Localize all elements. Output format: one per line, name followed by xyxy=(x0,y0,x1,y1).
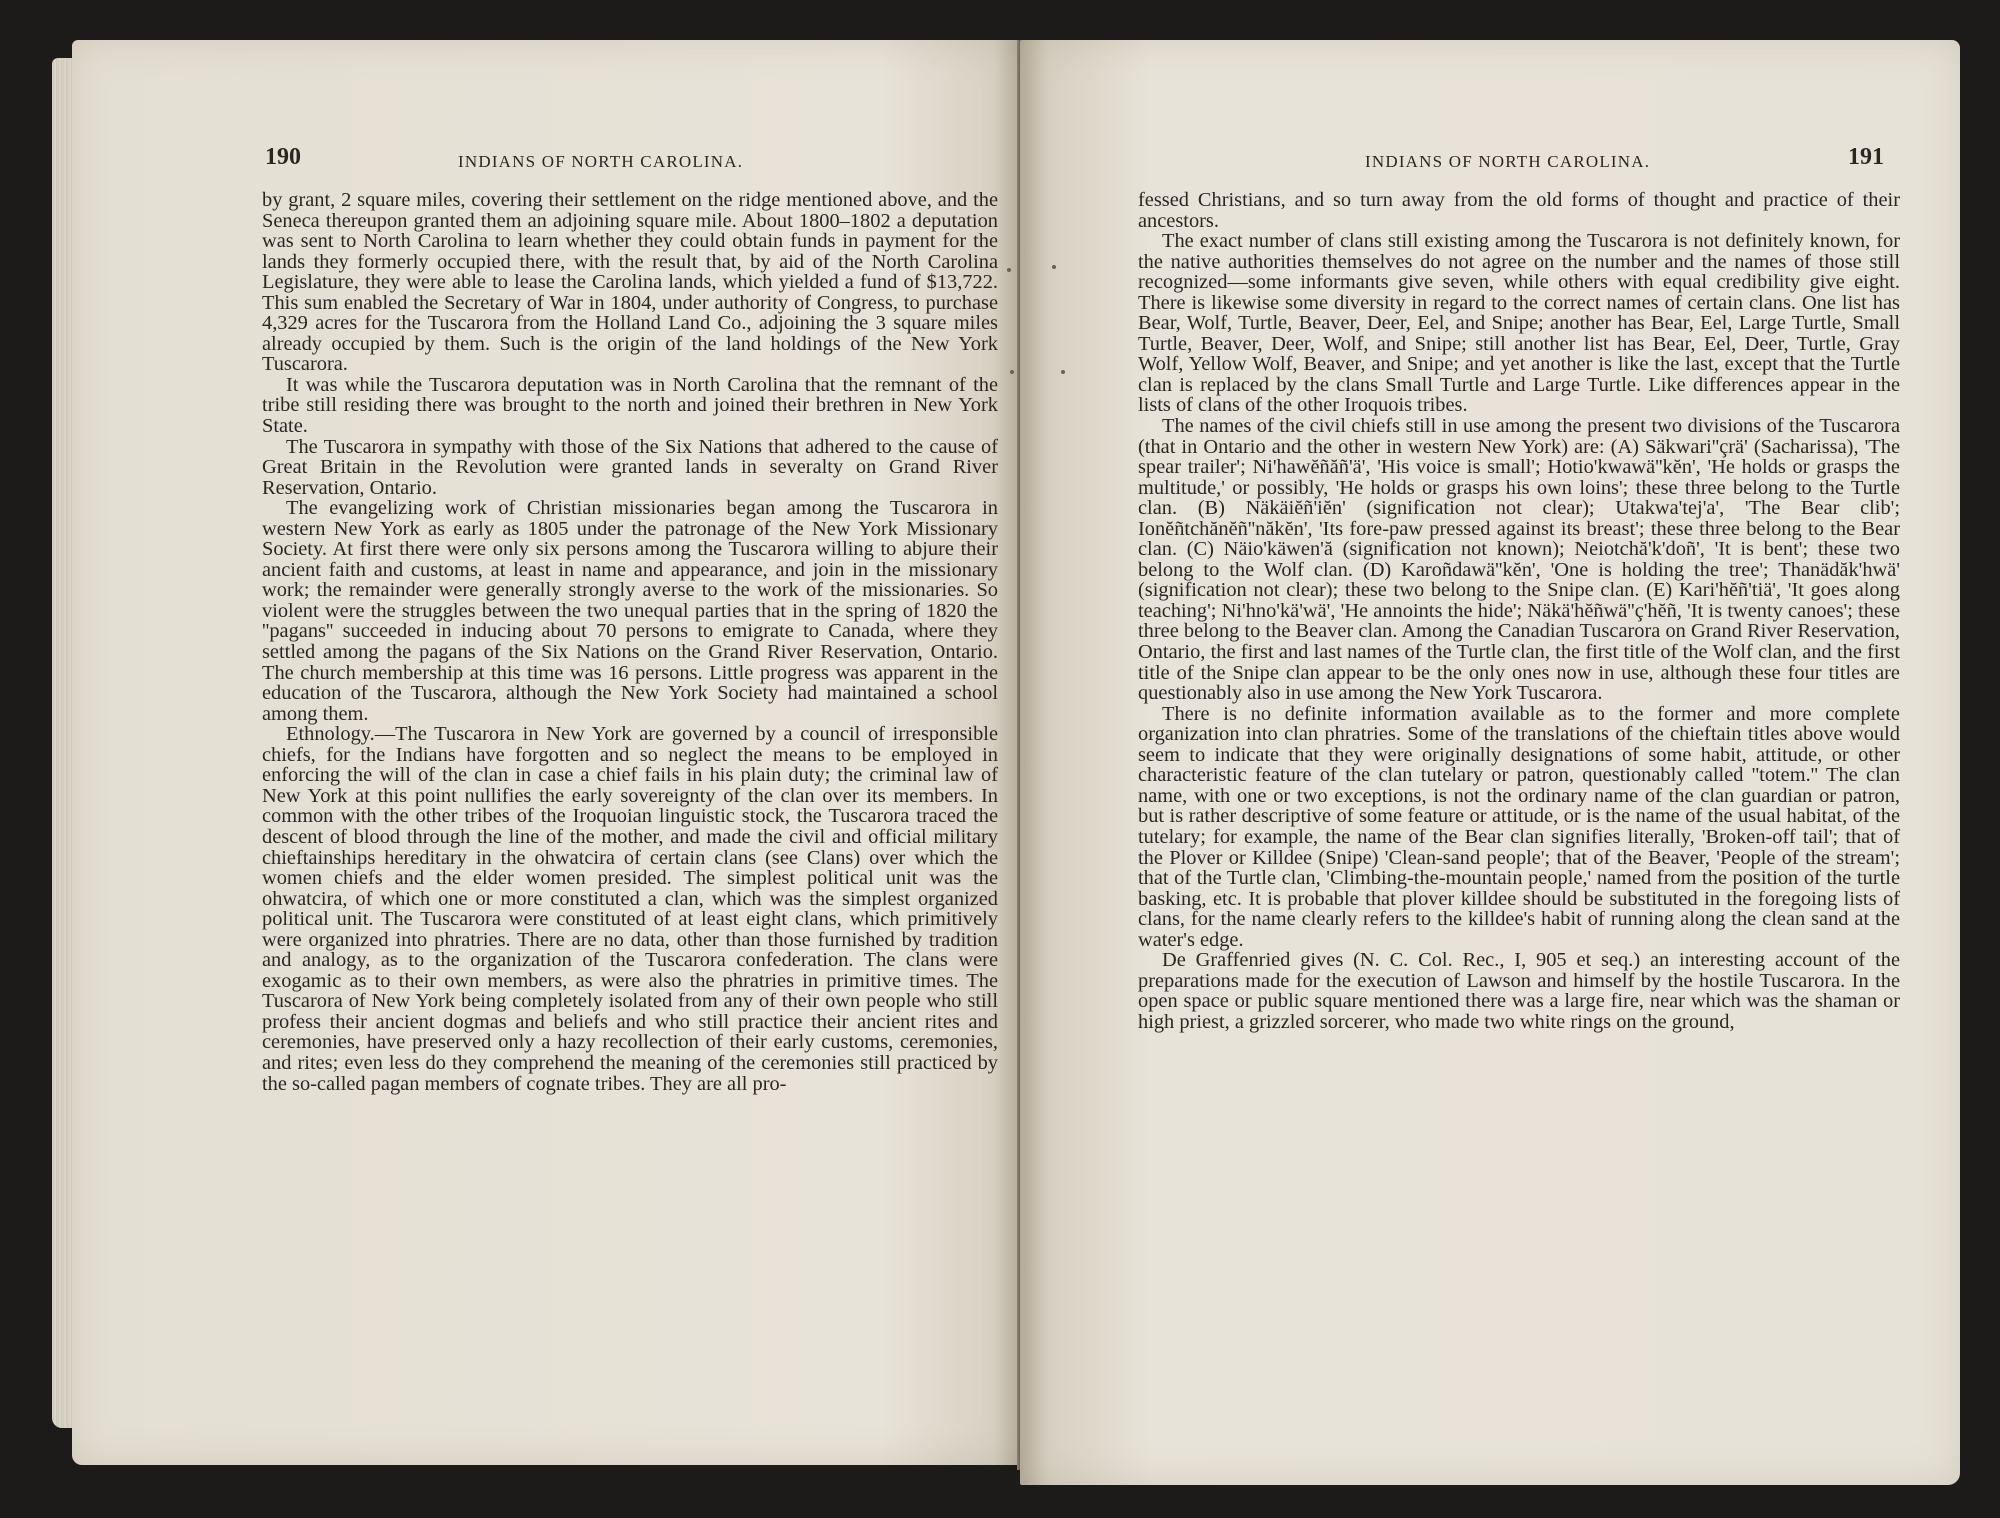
paragraph: Ethnology.—The Tuscarora in New York are governed by a council of irresponsible chiefs, for the Indians have forgotten and so neglect the means to be employed in enforcing the will of the clan in case a chief fails in his plain duty; the criminal law of New York at this point nullifies the early sovereignty of the clan over its members. In common with the other tribes of the Iroquoian linguistic stock, the Tuscarora traced the descent of blood through the line of the mother, and made the civil and official military chieftainships hereditary in the ohwatcira of certain clans (see Clans) over which the women chiefs and the elder women presided. The simplest political unit was the ohwatcira, of which one or more constituted a clan, which was the simplest organized political unit. The Tuscarora were constituted of at least eight clans, which primitively were organized into phratries. There are no data, other than those furnished by tradition and analogy, as to the organization of the Tuscarora confederation. The clans were exogamic as to their own members, as were also the phratries in primitive times. The Tuscarora of New York being completely isolated from any of their own people who still profess their ancient dogmas and beliefs and who still practice their ancient rites and ceremonies, have preserved only a hazy recollection of their early customs, ceremonies, and rites; even less do they comprehend the meaning of the ceremonies still practiced by the so-called pagan members of cognate tribes. They are all pro- xyxy=(262,723,998,1095)
paragraph: The evangelizing work of Christian missionaries began among the Tuscarora in western New York as early as 1805 under the patronage of the New York Missionary Society. At first there were only six persons among the Tuscarora willing to abjure their ancient faith and customs, at least in name and appearance, and join in the missionary work; the remainder were generally strongly averse to the work of the missionaries. So violent were the struggles between the two unequal parties that in the spring of 1820 the ''pagans'' succeeded in inducing about 70 persons to emigrate to Canada, where they settled among the pagans of the Six Nations on the Grand River Reservation, Ontario. The church membership at this time was 16 persons. Little progress was apparent in the education of the Tuscarora, although the New York Society had maintained a school among them. xyxy=(262,497,998,725)
paper-spot xyxy=(1007,268,1011,272)
paragraph: It was while the Tuscarora deputation was in North Carolina that the remnant of the tribe still residing there was brought to the north and joined their brethren in New York State. xyxy=(262,373,998,438)
page-number: 191 xyxy=(1848,144,1884,170)
paragraph: fessed Christians, and so turn away from the old forms of thought and practice of their ancestors. xyxy=(1138,189,1900,232)
left-page xyxy=(72,40,1022,1465)
open-book xyxy=(52,40,1957,1495)
body-text xyxy=(262,190,998,1094)
paper-spot xyxy=(1010,370,1014,374)
paragraph: The names of the civil chiefs still in use among the present two divisions of the Tuscarora (that in Ontario and the other in western New York) are: (A) Säkwari''çrä' (Sacharissa), 'The spear trailer'; Ni'hawĕñăñ'ä', 'His voice is small'; Hotio'kwawä''kĕn', 'He holds or grasps the multitude,' or possibly, 'He holds or grasps his own loins'; these three belong to the Turtle clan. (B) Näkäiĕñ'iĕn' (signification not clear); Utakwa'tej'a', 'The Bear clib'; Ionĕñtchănĕñ''năkĕn', 'Its fore-paw pressed against its breast'; these three belong to the Bear clan. (C) Näio'käwen'ă (signification not known); Neiotchă'k'doñ', 'It is bent'; these two belong to the Wolf clan. (D) Karoñdawä''kĕn', 'One is holding the tree'; Thanädăk'hwä' (signification not clear); these two belong to the Snipe clan. (E) Kari'hĕñ'tiä', 'It goes along teaching'; Ni'hno'kä'wä', 'He annoints the hide'; Näkä'hĕñwä''ç'hĕñ, 'It is twenty canoes'; these three belong to the Beaver clan. Among the Canadian Tuscarora on Grand River Reservation, Ontario, the first and last names of the Turtle clan, the first title of the Wolf clan, and the first title of the Snipe clan appear to be the only ones now in use, although these four titles are questionably also in use among the New York Tuscarora. xyxy=(1138,415,1900,705)
paper-spot xyxy=(1061,370,1065,374)
paragraph: There is no definite information available as to the former and more complete organization into clan phratries. Some of the translations of the chieftain titles above would seem to indicate that they were originally designations of some habit, attitude, or other characteristic feature of the clan tutelary or patron, questionably called ''totem.'' The clan name, with one or two exceptions, is not the ordinary name of the clan guardian or patron, but is rather descriptive of some feature or attitude, or is the name of the usual habitat, of the tutelary; for example, the name of the Bear clan signifies literally, 'Broken-off tail'; that of the Plover or Killdee (Snipe) 'Clean-sand people'; that of the Beaver, 'People of the stream'; that of the Turtle clan, 'Climbing-the-mountain people,' named from the position of the turtle basking, etc. It is probable that plover killdee should be substituted in the foregoing lists of clans, for the name clearly refers to the killdee's habit of running along the clean sand at the water's edge. xyxy=(1138,702,1900,951)
paragraph: by grant, 2 square miles, covering their settlement on the ridge mentioned above, and the Seneca thereupon granted them an adjoining square mile. About 1800–1802 a deputation was sent to North Carolina to learn whether they could obtain funds in payment for the lands they formerly occupied there, with the result that, by aid of the North Carolina Legislature, they were able to lease the Carolina lands, which yielded a fund of $13,722. This sum enabled the Secretary of War in 1804, under authority of Congress, to purchase 4,329 acres for the Tuscarora from the Holland Land Co., adjoining the 3 square miles already occupied by them. Such is the origin of the land holdings of the New York Tuscarora. xyxy=(262,189,998,376)
paragraph: The exact number of clans still existing among the Tuscarora is not definitely known, for the native authorities themselves do not agree on the number and the names of those still recognized—some informants give seven, while others with equal credibility give eight. There is likewise some diversity in regard to the correct names of certain clans. One list has Bear, Wolf, Turtle, Beaver, Deer, Eel, and Snipe; another has Bear, Eel, Large Turtle, Small Turtle, Beaver, Deer, Wolf, and Snipe; still another list has Bear, Eel, Deer, Turtle, Gray Wolf, Yellow Wolf, Beaver, and Snipe; and yet another is like the last, except that the Turtle clan is replaced by the clans Small Turtle and Large Turtle. Like differences appear in the lists of clans of the other Iroquois tribes. xyxy=(1138,230,1900,417)
running-head: INDIANS OF NORTH CAROLINA. xyxy=(458,152,744,171)
paper-spot xyxy=(1052,265,1056,269)
running-head: INDIANS OF NORTH CAROLINA. xyxy=(1365,152,1651,171)
body-text xyxy=(1138,190,1900,1032)
paragraph: The Tuscarora in sympathy with those of the Six Nations that adhered to the cause of Great Britain in the Revolution were granted lands in severalty on Grand River Reservation, Ontario. xyxy=(262,435,998,499)
right-page xyxy=(1020,40,1960,1485)
page-number: 190 xyxy=(265,144,301,170)
paragraph: De Graffenried gives (N. C. Col. Rec., I, 905 et seq.) an interesting account of the preparations made for the execution of Lawson and himself by the hostile Tuscarora. In the open space or public square mentioned there was a large fire, near which was the shaman or high priest, a grizzled sorcerer, who made two white rings on the ground, xyxy=(1138,949,1900,1033)
